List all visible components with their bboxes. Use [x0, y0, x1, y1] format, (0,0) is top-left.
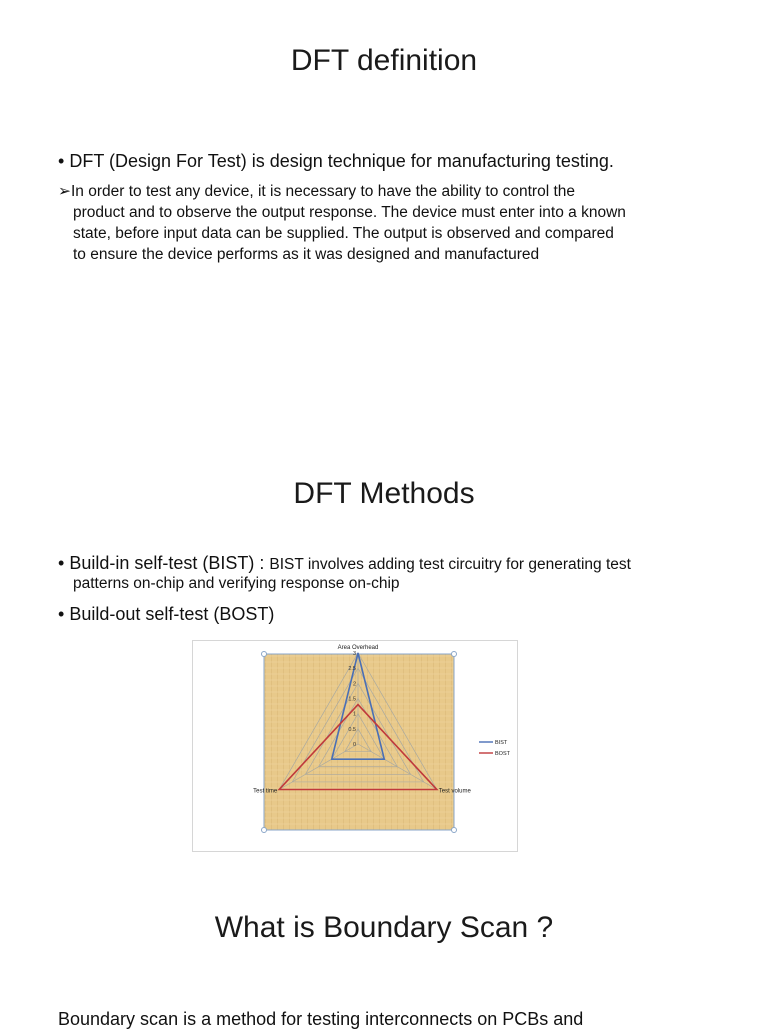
slide-title-dft-methods: DFT Methods	[293, 477, 475, 510]
legend-label-bost: BOST	[495, 751, 510, 757]
radar-tick-label: 0.5	[348, 726, 356, 733]
radar-axis-label: Test time	[253, 788, 278, 795]
sub-text: In order to test any device, it is necessary to have the ability to control the	[71, 183, 576, 200]
radar-tick-label: 3	[352, 651, 356, 657]
selection-handle	[452, 828, 457, 833]
bost-label: Build-out self-test (BOST)	[69, 604, 275, 624]
sub-bullet-line-2: product and to observe the output response. The device must enter into a known	[73, 204, 626, 221]
bist-bullet-row	[58, 552, 631, 575]
selection-handle	[262, 828, 267, 833]
sub-bullet-line-3: state, before input data can be supplied. The output is observed and compared	[73, 225, 614, 242]
radar-axis-label: Test volume	[438, 788, 471, 795]
bullet-mark: •	[58, 604, 65, 624]
radar-chart-frame	[192, 640, 518, 852]
selection-handle	[452, 652, 457, 657]
radar-tick-label: 0	[352, 742, 356, 748]
slide-title-boundary-scan: What is Boundary Scan ?	[214, 911, 554, 944]
bost-bullet-row	[58, 603, 274, 625]
bullet-text: DFT (Design For Test) is design technique for manufacturing testing.	[69, 151, 614, 171]
slide-title-dft-definition: DFT definition	[290, 44, 478, 77]
bist-description-line-2: patterns on-chip and verifying response on-chip	[73, 575, 400, 592]
bist-description-line-1: BIST involves adding test circuitry for generating test	[269, 556, 631, 573]
legend-label-bist: BIST	[495, 740, 508, 746]
sub-bullet-line-4: to ensure the device performs as it was designed and manufactured	[73, 246, 540, 263]
arrow-bullet-icon: ➢	[58, 183, 71, 200]
selection-handle	[262, 652, 267, 657]
bist-label: Build-in self-test (BIST) :	[69, 553, 270, 573]
radar-tick-label: 2	[352, 681, 356, 688]
plot-area-background	[264, 654, 454, 830]
bullet-row	[58, 150, 614, 172]
bullet-mark: •	[58, 553, 65, 573]
radar-tick-label: 1.5	[348, 696, 356, 703]
radar-chart	[193, 641, 517, 851]
sub-bullet-line-1	[58, 181, 575, 202]
bullet-mark: •	[58, 151, 65, 171]
radar-tick-label: 1	[352, 711, 356, 718]
radar-tick-label: 2.5	[348, 666, 356, 673]
radar-axis-label: Area Overhead	[337, 645, 379, 651]
boundary-scan-body-text: Boundary scan is a method for testing interconnects on PCBs and	[58, 1009, 584, 1029]
